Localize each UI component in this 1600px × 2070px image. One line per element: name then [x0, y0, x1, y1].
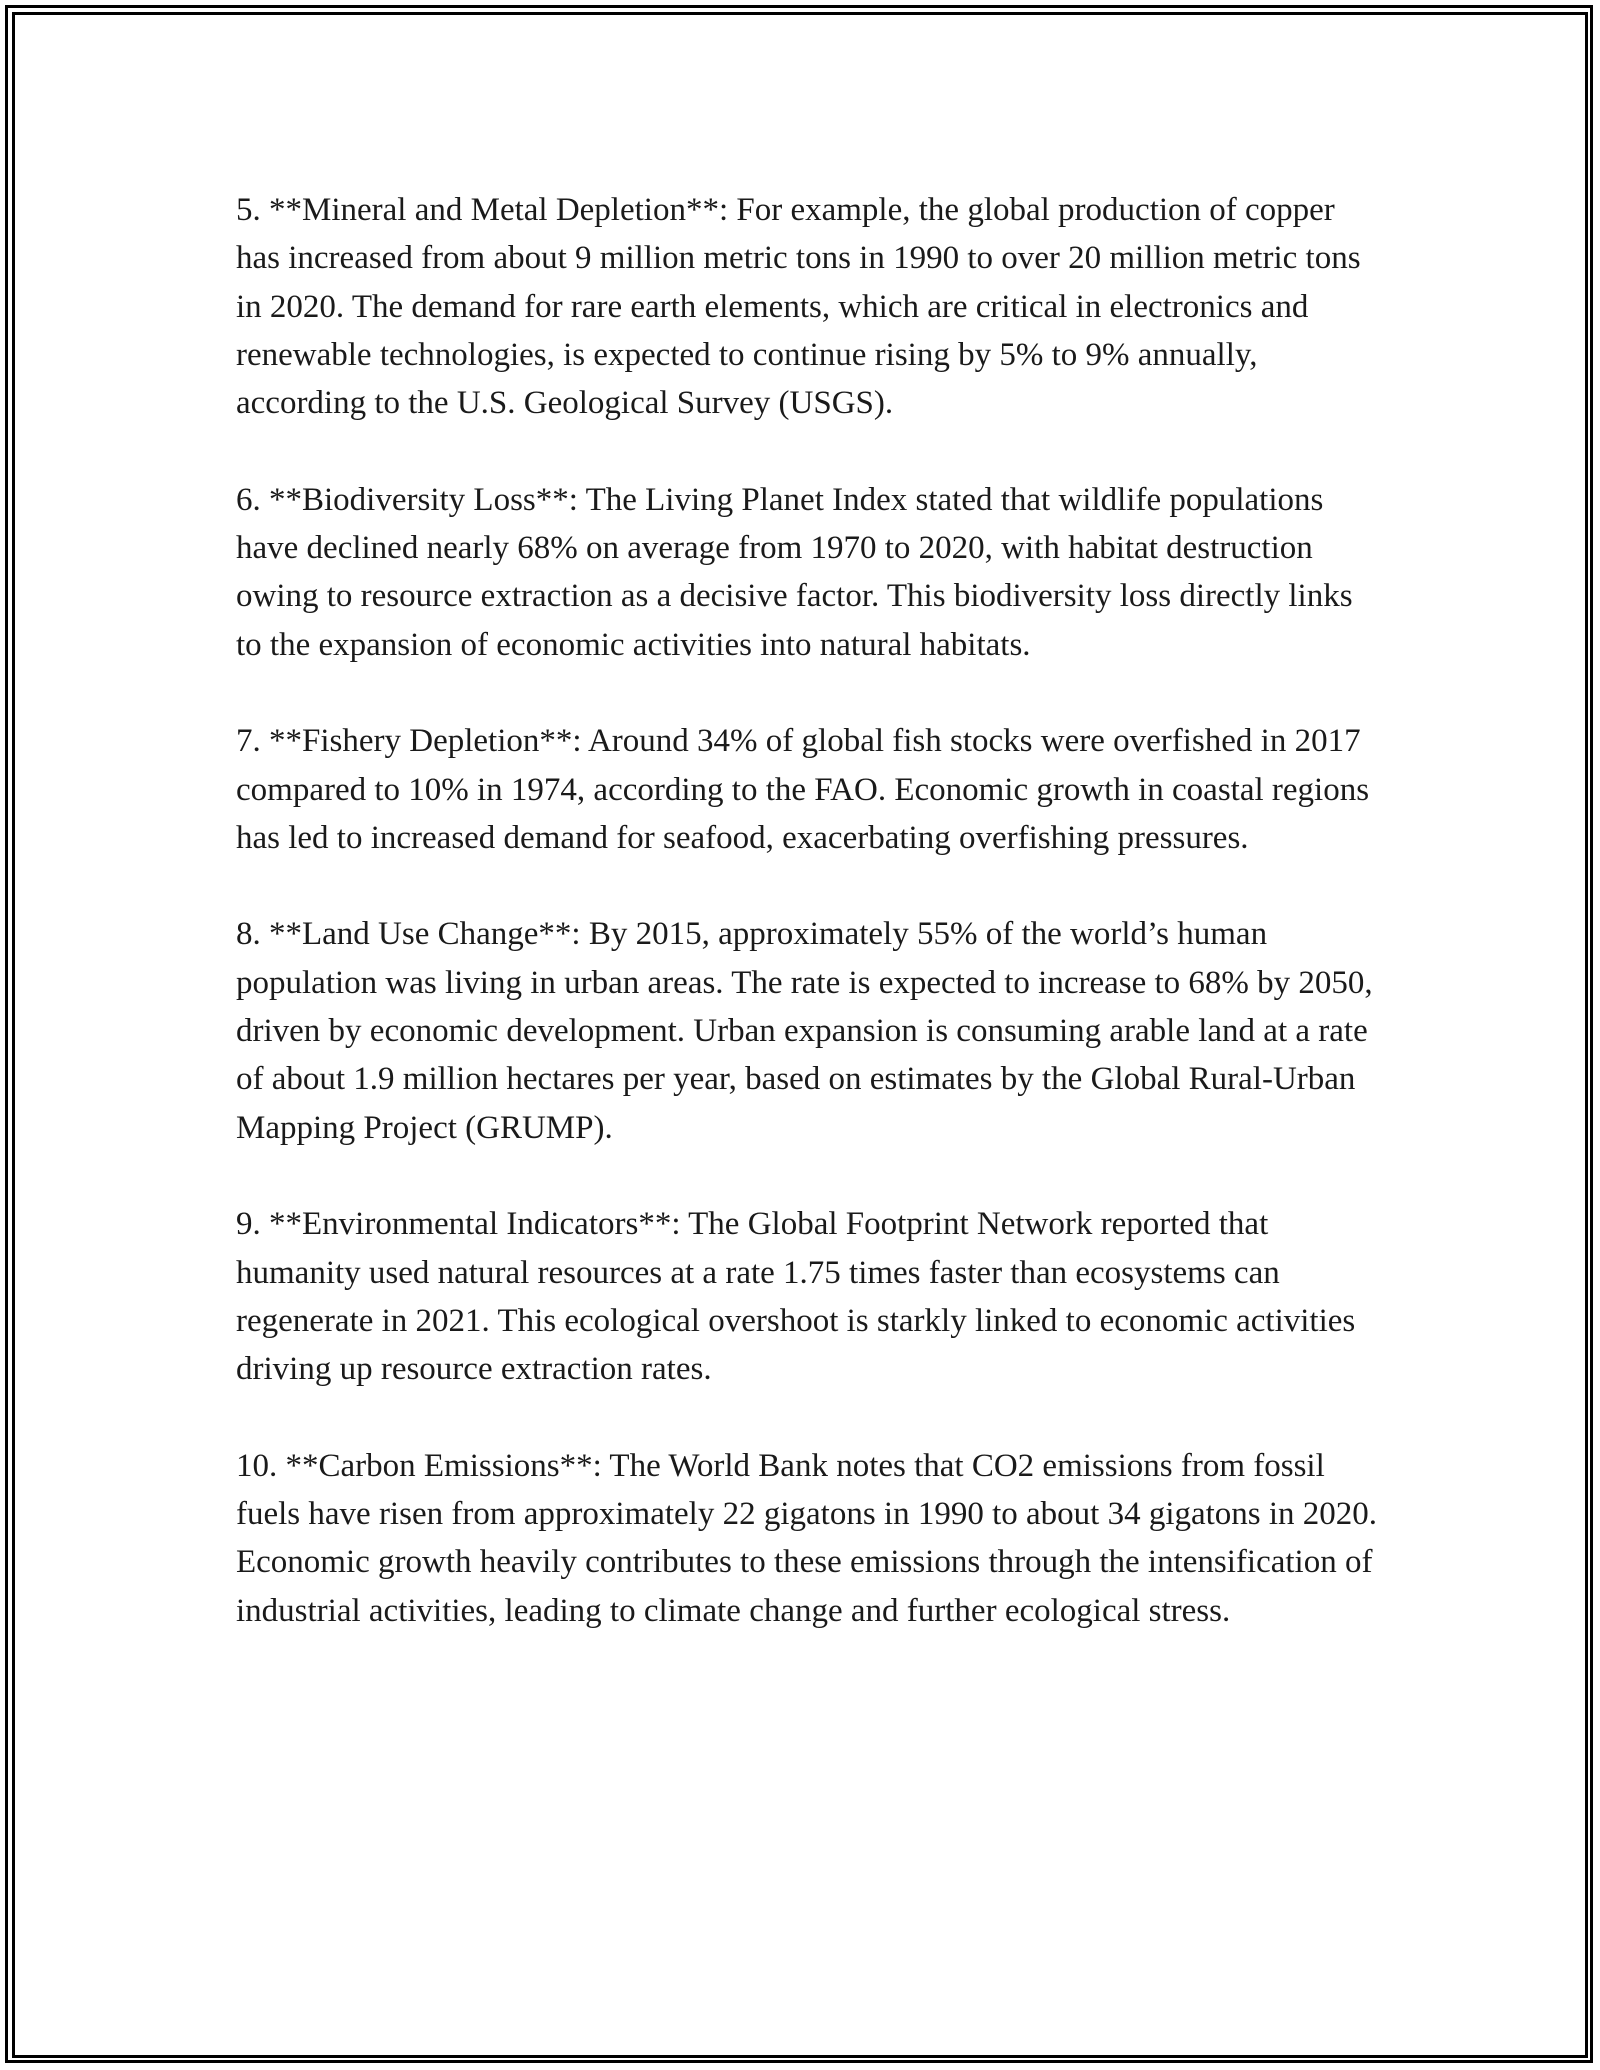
paragraph-mineral-metal-depletion: 5. **Mineral and Metal Depletion**: For example, the global production of copper has increased from about 9 million metric tons in 1990 to over 20 million metric tons in 2020. The demand for rare earth elements, which are critical in electronics and renewable technologies, is expected to continue rising by 5% to 9% annually, according to the U.S. Geological Survey (USGS).: [236, 192, 1361, 422]
document-body: [236, 186, 1386, 1635]
paragraph-fishery-depletion: 7. **Fishery Depletion**: Around 34% of global fish stocks were overfished in 2017 compared to 10% in 1974, according to the FAO. Economic growth in coastal regions has led to increased demand for seafood, exacerbating overfishing pressures.: [236, 723, 1370, 856]
paragraph-carbon-emissions: 10. **Carbon Emissions**: The World Bank notes that CO2 emissions from fossil fuels have risen from approximately 22 gigatons in 1990 to about 34 gigatons in 2020. Economic growth heavily contributes to these emissions through the intensification of industrial activities, leading to climate change and further ecological stress.: [236, 1447, 1378, 1629]
paragraph-environmental-indicators: 9. **Environmental Indicators**: The Global Footprint Network reported that humanity used natural resources at a rate 1.75 times faster than ecosystems can regenerate in 2021. This ecological overshoot is starkly linked to economic activities driving up resource extraction rates.: [236, 1206, 1356, 1388]
paragraph-land-use-change: 8. **Land Use Change**: By 2015, approximately 55% of the world’s human population was living in urban areas. The rate is expected to increase to 68% by 2050, driven by economic development. Urban expansion is consuming arable land at a rate of about 1.9 million hectares per year, based on estimates by the Global Rural-Urban Mapping Project (GRUMP).: [236, 916, 1373, 1146]
paragraph-biodiversity-loss: 6. **Biodiversity Loss**: The Living Planet Index stated that wildlife populations have declined nearly 68% on average from 1970 to 2020, with habitat destruction owing to resource extraction as a decisive factor. This biodiversity loss directly links to the expansion of economic activities into natural habitats.: [236, 481, 1353, 663]
